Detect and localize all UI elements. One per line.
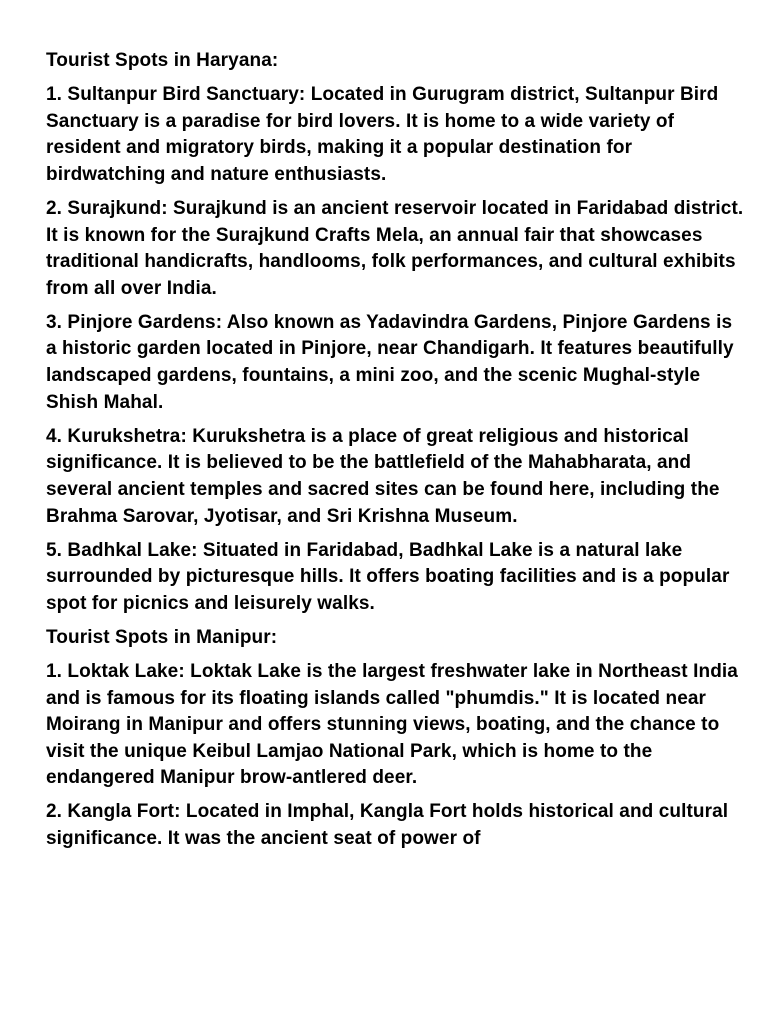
paragraph-loktak: 1. Loktak Lake: Loktak Lake is the largest freshwater lake in Northeast India and is famous for its floating islands called "phumdis." It is located near Moirang in Manipur and offers stunning views, boating, and the chance to visit the unique Keibul Lamjao National Park, which is home to the endangered Manipur brow-antlered deer.: [46, 660, 738, 789]
paragraph-badhkal: 5. Badhkal Lake: Situated in Faridabad, Badhkal Lake is a natural lake surrounded by picturesque hills. It offers boating facilities and is a popular spot for picnics and leisurely walks.: [46, 539, 730, 614]
paragraph-pinjore: 3. Pinjore Gardens: Also known as Yadavindra Gardens, Pinjore Gardens is a historic garden located in Pinjore, near Chandigarh. It features beautifully landscaped gardens, fountains, a mini zoo, and the scenic Mughal-style Shish Mahal.: [46, 311, 734, 413]
section-heading-manipur: Tourist Spots in Manipur:: [46, 626, 278, 648]
document-page: [46, 48, 746, 860]
paragraph-surajkund: 2. Surajkund: Surajkund is an ancient reservoir located in Faridabad district. It is known for the Surajkund Crafts Mela, an annual fair that showcases traditional handicrafts, handlooms, folk performances, and cultural exhibits from all over India.: [46, 197, 744, 299]
paragraph-kangla: 2. Kangla Fort: Located in Imphal, Kangla Fort holds historical and cultural significance. It was the ancient seat of power of: [46, 801, 729, 850]
section-heading-haryana: Tourist Spots in Haryana:: [46, 50, 279, 71]
paragraph-sultanpur: 1. Sultanpur Bird Sanctuary: Located in Gurugram district, Sultanpur Bird Sanctuary is a paradise for bird lovers. It is home to a wide variety of resident and migratory birds, making it a popular destination for birdwatching and nature enthusiasts.: [46, 84, 719, 185]
paragraph-kurukshetra: 4. Kurukshetra: Kurukshetra is a place of great religious and historical significance. It is believed to be the battlefield of the Mahabharata, and several ancient temples and sacred sites can be found here, including the Brahma Sarovar, Jyotisar, and Sri Krishna Museum.: [46, 425, 720, 527]
